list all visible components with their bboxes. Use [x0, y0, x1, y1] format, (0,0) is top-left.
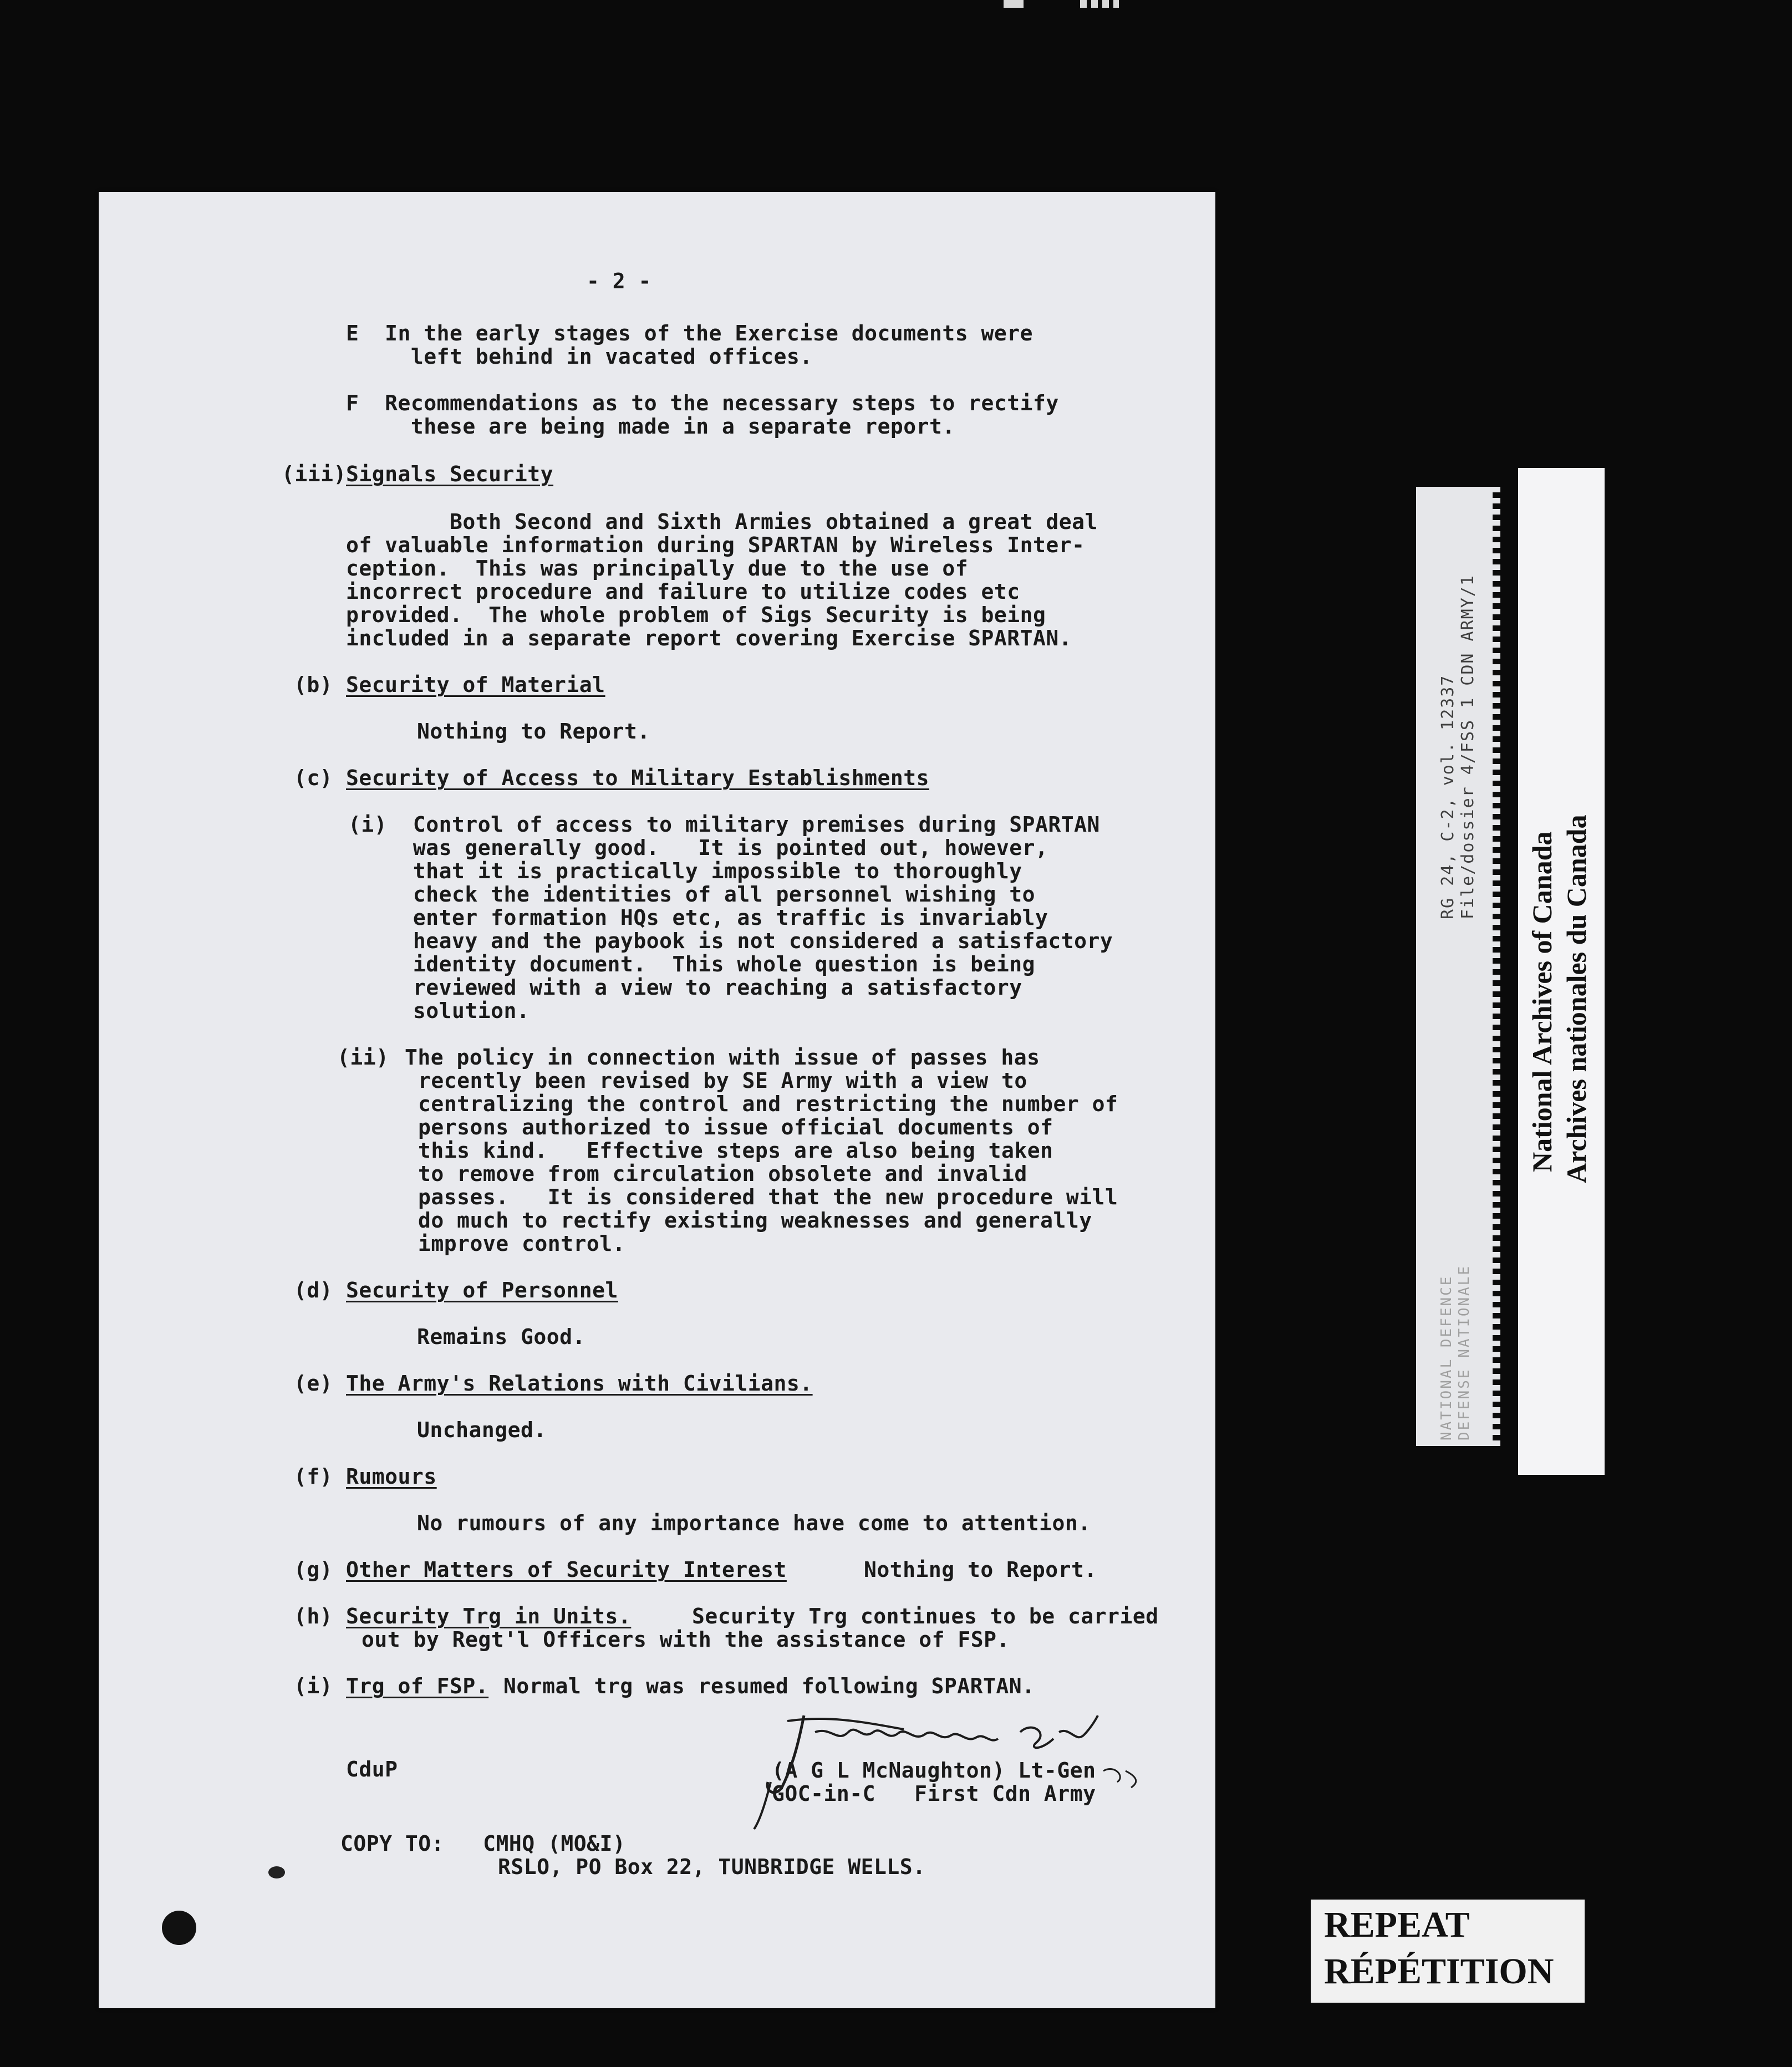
document-line: Security Trg continues to be carried — [692, 1604, 1159, 1628]
ink-blot — [268, 1866, 285, 1878]
archive-name-fr: Archives nationales du Canada — [1561, 814, 1592, 1183]
document-line: this kind. Effective steps are also being taken — [418, 1138, 1053, 1163]
document-line: reviewed with a view to reaching a satisfactory — [348, 975, 1022, 1000]
document-line: ception. This was principally due to the use of — [346, 556, 969, 581]
document-line: E In the early stages of the Exercise documents were — [346, 321, 1034, 345]
page-number: - 2 - — [587, 269, 651, 293]
department-en: NATIONAL DEFENCE — [1438, 1275, 1455, 1440]
document-line: left behind in vacated offices. — [346, 344, 813, 369]
document-line: Rumours — [346, 1464, 437, 1489]
document-line: these are being made in a separate report. — [346, 414, 955, 439]
document-line: (f) — [294, 1464, 333, 1489]
document-line: heavy and the paybook is not considered a satisfactory — [348, 929, 1113, 953]
document-line: (i) Control of access to military premises during SPARTAN — [348, 812, 1100, 837]
document-line: included in a separate report covering Exercise SPARTAN. — [346, 626, 1072, 650]
document-line: (A G L McNaughton) Lt-Gen — [772, 1758, 1096, 1783]
document-line: Both Second and Sixth Armies obtained a great deal — [346, 510, 1098, 534]
document-line: Nothing to Report. — [417, 719, 650, 744]
document-line: Security of Access to Military Establishments — [346, 766, 930, 790]
document-line: F Recommendations as to the necessary steps to rectify — [346, 391, 1059, 415]
document-line: do much to rectify existing weaknesses and generally — [418, 1208, 1092, 1233]
document-line: Remains Good. — [417, 1325, 586, 1349]
document-line: (e) — [294, 1371, 333, 1396]
document-line: enter formation HQs etc, as traffic is invariably — [348, 905, 1048, 930]
document-line: (h) — [294, 1604, 333, 1628]
document-line: (i) — [294, 1674, 333, 1698]
document-line: Other Matters of Security Interest — [346, 1557, 787, 1582]
document-line: Security Trg in Units. — [346, 1604, 632, 1628]
document-line: was generally good. It is pointed out, however, — [348, 836, 1048, 860]
film-mark-right — [1080, 0, 1119, 8]
document-line: GOC-in-C First Cdn Army — [772, 1781, 1096, 1806]
repeat-stamp — [1311, 1900, 1585, 2003]
document-line: passes. It is considered that the new procedure will — [418, 1185, 1118, 1209]
stamp-line-2: RÉPÉTITION — [1324, 1951, 1554, 1992]
punch-hole-mark — [162, 1911, 196, 1945]
document-line: (d) — [294, 1278, 333, 1302]
archive-name-label — [1518, 468, 1605, 1475]
document-line: (b) — [294, 673, 333, 697]
document-line: of valuable information during SPARTAN by Wireless Inter- — [346, 533, 1085, 557]
document-line: centralizing the control and restricting the number of — [418, 1092, 1118, 1116]
label-perforation — [1493, 487, 1500, 1446]
document-line: recently been revised by SE Army with a view to — [418, 1068, 1027, 1093]
document-line: (c) — [294, 766, 333, 790]
signature-image — [737, 1699, 1175, 1832]
document-line: Security of Personnel — [346, 1278, 618, 1302]
document-line: Normal trg was resumed following SPARTAN. — [503, 1674, 1035, 1698]
document-line: identity document. This whole question is being — [348, 952, 1036, 976]
document-line: No rumours of any importance have come to attention. — [417, 1511, 1091, 1535]
document-line: COPY TO: CMHQ (MO&I) — [340, 1831, 626, 1856]
archive-label-strip — [1416, 487, 1493, 1446]
document-line: The Army's Relations with Civilians. — [346, 1371, 813, 1396]
document-line: Trg of FSP. — [346, 1674, 489, 1698]
department-fr: DEFENSE NATIONALE — [1456, 1264, 1473, 1440]
document-line: CduP — [346, 1757, 398, 1781]
file-reference-2: File/dossier 4/FSS 1 CDN ARMY/1 — [1458, 574, 1478, 919]
document-line: persons authorized to issue official documents of — [418, 1115, 1053, 1139]
document-line: (iii) — [282, 462, 347, 486]
document-line: that it is practically impossible to thoroughly — [348, 859, 1022, 883]
archive-name-en: National Archives of Canada — [1526, 831, 1557, 1172]
file-reference-1: RG 24, C-2, vol. 12337 — [1438, 674, 1458, 919]
film-mark-left — [1004, 0, 1024, 8]
document-line: provided. The whole problem of Sigs Security is being — [346, 603, 1046, 627]
document-line: check the identities of all personnel wishing to — [348, 882, 1036, 907]
document-line: (g) — [294, 1557, 333, 1582]
document-line: to remove from circulation obsolete and invalid — [418, 1162, 1027, 1186]
document-line: (ii) — [337, 1045, 389, 1070]
document-line: incorrect procedure and failure to utilize codes etc — [346, 579, 1020, 604]
document-line: improve control. — [418, 1231, 626, 1256]
document-line: Security of Material — [346, 673, 605, 697]
document-line: solution. — [348, 999, 530, 1023]
document-line: out by Regt'l Officers with the assistance of FSP. — [362, 1627, 1010, 1652]
stamp-line-1: REPEAT — [1324, 1905, 1470, 1945]
document-line: Unchanged. — [417, 1418, 547, 1442]
document-line: The policy in connection with issue of passes has — [405, 1045, 1040, 1070]
document-line: Nothing to Report. — [864, 1557, 1097, 1582]
document-line: Signals Security — [346, 462, 554, 486]
document-line: RSLO, PO Box 22, TUNBRIDGE WELLS. — [498, 1855, 926, 1879]
